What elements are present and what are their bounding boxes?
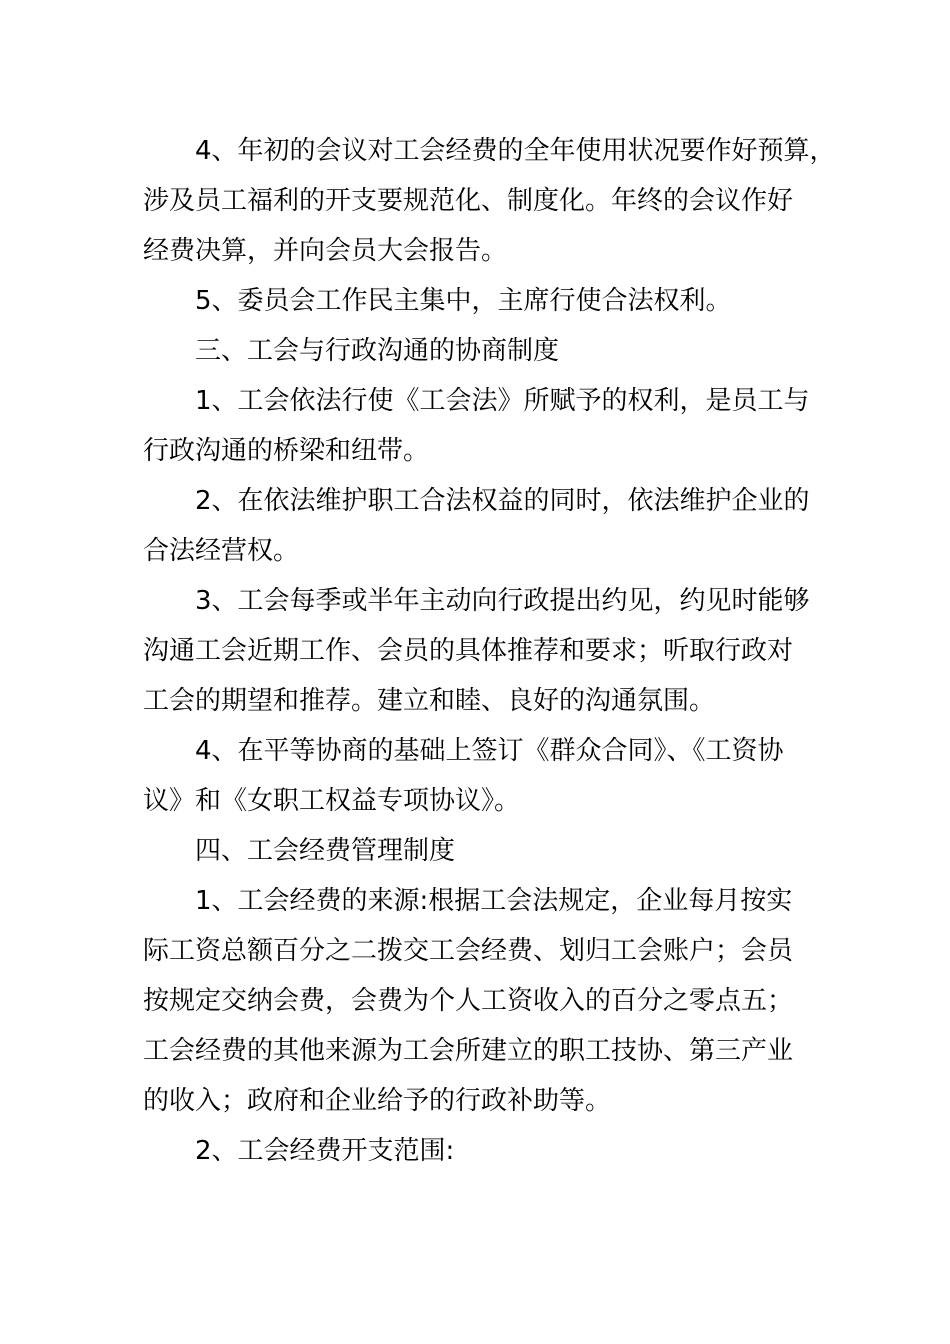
paragraph-funds-source-line-4: 工会经费的其他来源为工会所建立的职工技协、第三产业	[143, 1036, 794, 1066]
paragraph-protection-line-1: 2、在依法维护职工合法权益的同时，依法维护企业的	[195, 486, 810, 516]
section-heading-consultation: 三、工会与行政沟通的协商制度	[195, 336, 560, 366]
paragraph-budget-line-3: 经费决算，并向会员大会报告。	[143, 236, 508, 266]
paragraph-agreements-line-1: 4、在平等协商的基础上签订《群众合同》、《工资协	[195, 736, 784, 766]
paragraph-meetings-line-1: 3、工会每季或半年主动向行政提出约见，约见时能够	[195, 586, 810, 616]
paragraph-funds-source-line-1: 1、工会经费的来源:根据工会法规定，企业每月按实	[195, 886, 793, 916]
paragraph-funds-scope: 2、工会经费开支范围:	[195, 1136, 455, 1166]
paragraph-meetings-line-3: 工会的期望和推荐。建立和睦、良好的沟通氛围。	[143, 686, 716, 716]
section-heading-funds: 四、工会经费管理制度	[195, 836, 456, 866]
paragraph-meetings-line-2: 沟通工会近期工作、会员的具体推荐和要求；听取行政对	[143, 636, 794, 666]
paragraph-rights-line-2: 行政沟通的桥梁和纽带。	[143, 436, 430, 466]
paragraph-funds-source-line-5: 的收入；政府和企业给予的行政补助等。	[143, 1086, 612, 1116]
paragraph-committee: 5、委员会工作民主集中，主席行使合法权利。	[195, 286, 732, 316]
document-body	[143, 126, 836, 1176]
paragraph-funds-source-line-3: 按规定交纳会费，会费为个人工资收入的百分之零点五；	[143, 986, 794, 1016]
paragraph-rights-line-1: 1、工会依法行使《工会法》所赋予的权利，是员工与	[195, 386, 810, 416]
paragraph-agreements-line-2: 议》和《女职工权益专项协议》。	[143, 786, 521, 816]
paragraph-protection-line-2: 合法经营权。	[143, 536, 300, 566]
paragraph-budget-line-2: 涉及员工福利的开支要规范化、制度化。年终的会议作好	[143, 186, 794, 216]
paragraph-funds-source-line-2: 际工资总额百分之二拨交工会经费、划归工会账户；会员	[143, 936, 794, 966]
paragraph-budget-line-1: 4、年初的会议对工会经费的全年使用状况要作好预算，	[195, 136, 836, 166]
